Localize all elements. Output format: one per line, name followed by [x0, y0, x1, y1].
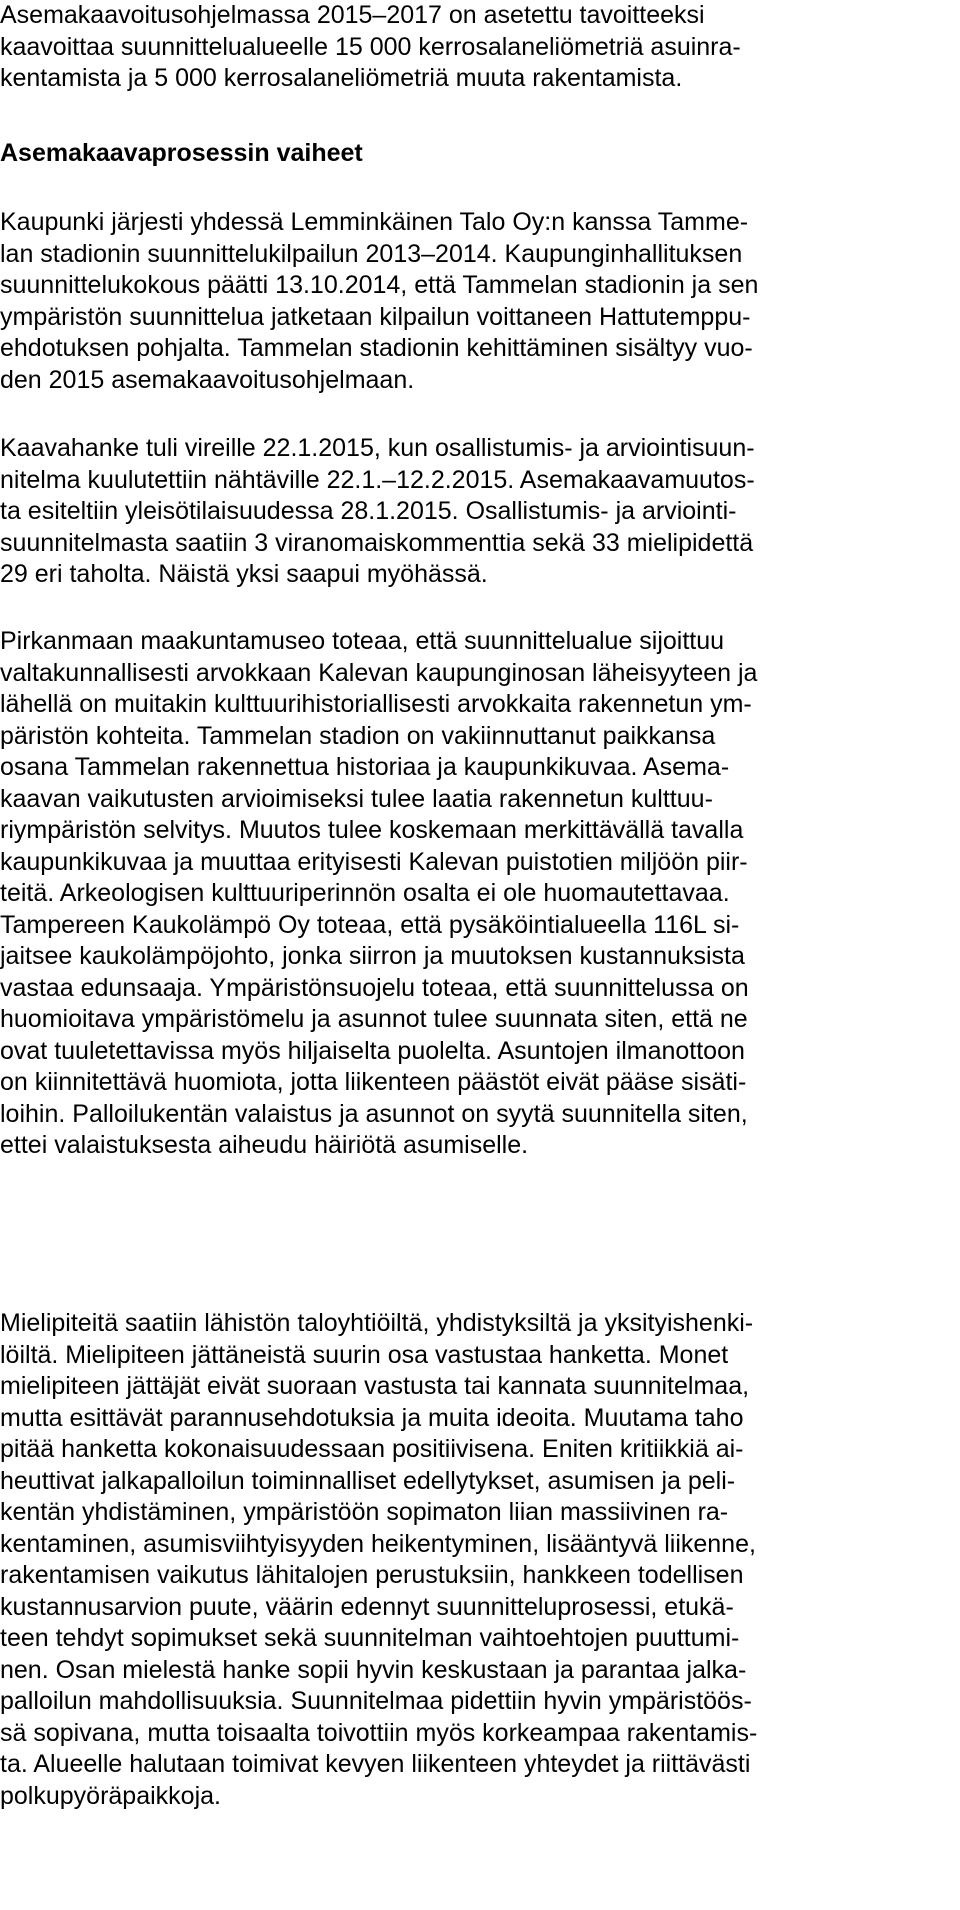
- text-line: on kiinnitettävä huomiota, jotta liikenteen päästöt eivät pääse sisäti-: [0, 1068, 747, 1096]
- text-line: polkupyöräpaikkoja.: [0, 1781, 221, 1810]
- text-line: Kaupunki järjesti yhdessä Lemminkäinen Talo Oy:n kanssa Tamme-: [0, 208, 749, 236]
- text-line: 29 eri taholta. Näistä yksi saapui myöhässä.: [0, 560, 488, 588]
- heading-text: Asemakaavaprosessin vaiheet: [0, 139, 363, 167]
- text-line: pitää hanketta kokonaisuudessaan positiivisena. Eniten kritiikkiä ai-: [0, 1435, 744, 1463]
- authority-comments-paragraph: [0, 626, 940, 1162]
- text-line: kentän yhdistäminen, ympäristöön sopimaton liian massiivinen ra-: [0, 1498, 729, 1526]
- text-line: ympäristön suunnittelua jatketaan kilpailun voittaneen Hattutemppu-: [0, 302, 751, 331]
- text-line: den 2015 asemakaavoitusohjelmaan.: [0, 365, 415, 394]
- public-opinions-paragraph: [0, 1308, 940, 1812]
- text-line: ehdotuksen pohjalta. Tammelan stadionin kehittäminen sisältyy vuo-: [0, 334, 753, 362]
- initiation-paragraph: [0, 433, 940, 591]
- text-line: palloilun mahdollisuuksia. Suunnitelmaa pidettiin hyvin ympäristöös-: [0, 1687, 752, 1715]
- text-line: kaavoittaa suunnittelualueelle 15 000 kerrosalaneliömetriä asuinra-: [0, 32, 741, 61]
- text-line: vastaa edunsaaja. Ympäristönsuojelu toteaa, että suunnittelussa on: [0, 973, 749, 1002]
- text-line: suunnitelmasta saatiin 3 viranomaiskommenttia sekä 33 mielipidettä: [0, 528, 754, 557]
- text-line: heuttivat jalkapalloilun toiminnalliset edellytykset, asumisen ja peli-: [0, 1466, 736, 1495]
- text-line: loihin. Palloilukentän valaistus ja asunnot on syytä suunnitella siten,: [0, 1099, 748, 1128]
- text-line: Pirkanmaan maakuntamuseo toteaa, että suunnittelualue sijoittuu: [0, 627, 725, 655]
- intro-paragraph: [0, 0, 940, 95]
- text-line: teen tehdyt sopimukset sekä suunnitelman vaihtoehtojen puuttumi-: [0, 1624, 740, 1652]
- text-line: Kaavahanke tuli vireille 22.1.2015, kun osallistumis- ja arviointisuun-: [0, 434, 755, 462]
- text-line: huomioitava ympäristömelu ja asunnot tulee suunnata siten, että ne: [0, 1005, 748, 1033]
- text-line: kaavan vaikutusten arvioimiseksi tulee laatia rakennetun kulttuu-: [0, 784, 713, 813]
- text-line: Asemakaavoitusohjelmassa 2015–2017 on asetettu tavoitteeksi: [0, 1, 705, 29]
- text-line: löiltä. Mielipiteen jättäneistä suurin osa vastustaa hanketta. Monet: [0, 1340, 729, 1369]
- text-line: kentaminen, asumisviihtyisyyden heikentyminen, lisääntyvä liikenne,: [0, 1529, 756, 1558]
- text-line: Mielipiteitä saatiin lähistön taloyhtiöiltä, yhdistyksiltä ja yksityishenki-: [0, 1309, 754, 1337]
- text-line: suunnittelukokous päätti 13.10.2014, että Tammelan stadionin ja sen: [0, 271, 759, 299]
- text-line: lan stadionin suunnittelukilpailun 2013–2014. Kaupunginhallituksen: [0, 239, 743, 268]
- text-line: päristön kohteita. Tammelan stadion on vakiinnuttanut paikkansa: [0, 721, 716, 750]
- text-line: Tampereen Kaukolämpö Oy toteaa, että pysäköintialueella 116L si-: [0, 910, 740, 939]
- text-line: kentamista ja 5 000 kerrosalaneliömetriä muuta rakentamista.: [0, 64, 683, 92]
- text-line: kaupunkikuvaa ja muuttaa erityisesti Kalevan puistotien miljöön piir-: [0, 847, 748, 876]
- text-line: sä sopivana, mutta toisaalta toivottiin myös korkeampaa rakentamis-: [0, 1718, 758, 1747]
- text-line: kustannusarvion puute, väärin edennyt suunnitteluprosessi, etukä-: [0, 1592, 734, 1621]
- text-line: jaitsee kaukolämpöjohto, jonka siirron ja muutoksen kustannuksista: [0, 942, 745, 970]
- text-line: rakentamisen vaikutus lähitalojen perustuksiin, hankkeen todellisen: [0, 1561, 744, 1589]
- text-line: mielipiteen jättäjät eivät suoraan vastusta tai kannata suunnitelmaa,: [0, 1372, 750, 1400]
- text-line: osana Tammelan rakennettua historiaa ja kaupunkikuvaa. Asema-: [0, 753, 730, 781]
- text-line: ovat tuuletettavissa myös hiljaiselta puolelta. Asuntojen ilmanottoon: [0, 1036, 745, 1065]
- text-line: nitelma kuulutettiin nähtäville 22.1.–12.2.2015. Asemakaavamuutos-: [0, 465, 755, 494]
- text-line: nen. Osan mielestä hanke sopii hyvin keskustaan ja parantaa jalka-: [0, 1655, 747, 1684]
- text-line: valtakunnallisesti arvokkaan Kalevan kaupunginosan läheisyyteen ja: [0, 658, 758, 687]
- text-line: mutta esittävät parannusehdotuksia ja muita ideoita. Muutama taho: [0, 1403, 744, 1432]
- text-line: ta. Alueelle halutaan toimivat kevyen liikenteen yhteydet ja riittävästi: [0, 1750, 751, 1778]
- section-heading: [0, 138, 940, 170]
- text-line: lähellä on muitakin kulttuurihistoriallisesti arvokkaita rakennetun ym-: [0, 690, 752, 718]
- text-line: riympäristön selvitys. Muutos tulee koskemaan merkittävällä tavalla: [0, 816, 744, 844]
- process-paragraph: [0, 207, 940, 396]
- text-line: teitä. Arkeologisen kulttuuriperinnön osalta ei ole huomautettavaa.: [0, 879, 730, 907]
- text-line: ta esiteltiin yleisötilaisuudessa 28.1.2015. Osallistumis- ja arviointi-: [0, 497, 737, 525]
- text-line: ettei valaistuksesta aiheudu häiriötä asumiselle.: [0, 1131, 529, 1159]
